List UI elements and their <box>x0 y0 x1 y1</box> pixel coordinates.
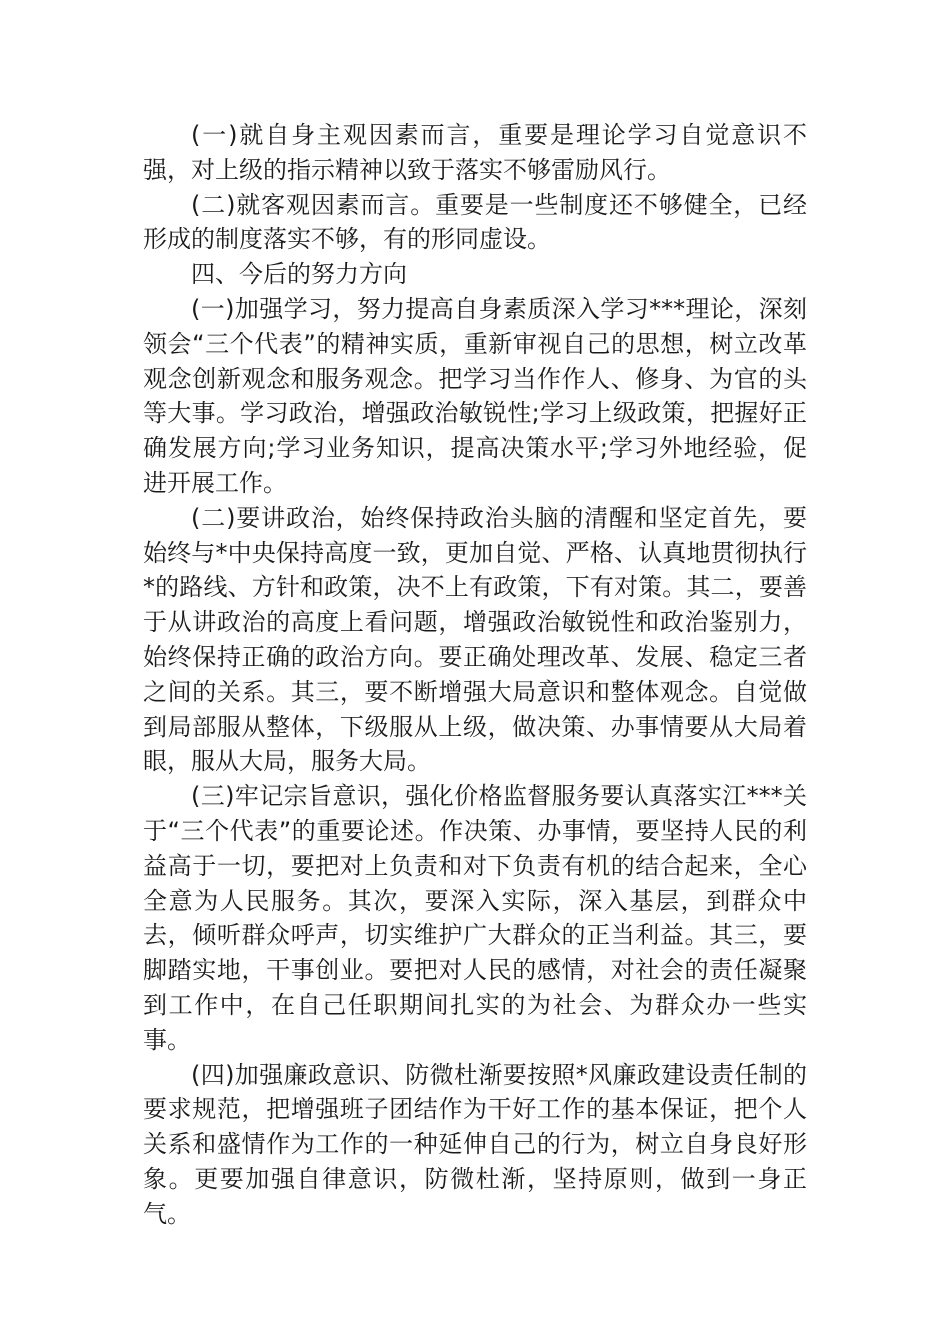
paragraph-stress-politics: (二)要讲政治，始终保持政治头脑的清醒和坚定首先，要始终与*中央保持高度一致，更加自觉、严格、认真地贯彻执行*的路线、方针和政策，决不上有政策，下有对策。其二，要善于从讲政治的高度上看问题，增强政治敏锐性和政治鉴别力，始终保持正确的政治方向。要正确处理改革、发展、稳定三者之间的关系。其三，要不断增强大局意识和整体观念。自觉做到局部服从整体，下级服从上级，做决策、办事情要从大局着眼，服从大局，服务大局。 <box>143 503 807 776</box>
paragraph-strengthen-learning: (一)加强学习，努力提高自身素质深入学习***理论，深刻领会“三个代表”的精神实质，重新审视自己的思想，树立改革观念创新观念和服务观念。把学习当作作人、修身、为官的头等大事。学习政治，增强政治敏锐性;学习上级政策，把握好正确发展方向;学习业务知识，提高决策水平;学习外地经验，促进开展工作。 <box>143 294 807 497</box>
paragraph-objective-factors: (二)就客观因素而言。重要是一些制度还不够健全，已经形成的制度落实不够，有的形同虚设。 <box>143 190 807 254</box>
paragraph-purpose-awareness: (三)牢记宗旨意识，强化价格监督服务要认真落实江***关于“三个代表”的重要论述。作决策、办事情，要坚持人民的利益高于一切，要把对上负责和对下负责有机的结合起来，全心全意为人民服务。其次，要深入实际，深入基层，到群众中去，倾听群众呼声，切实维护广大群众的正当利益。其三，要脚踏实地，干事创业。要把对人民的感情，对社会的责任凝聚到工作中，在自己任职期间扎实的为社会、为群众办一些实事。 <box>143 782 807 1054</box>
paragraph-integrity-awareness: (四)加强廉政意识、防微杜渐要按照*风廉政建设责任制的要求规范，把增强班子团结作为干好工作的基本保证，把个人关系和盛情作为工作的一种延伸自己的行为，树立自身良好形象。更要加强自律意识，防微杜渐，坚持原则，做到一身正气。 <box>143 1060 807 1228</box>
document-body <box>143 118 807 1232</box>
section-heading-future-direction: 四、今后的努力方向 <box>191 260 407 289</box>
paragraph-subjective-factors: (一)就自身主观因素而言，重要是理论学习自觉意识不强，对上级的指示精神以致于落实不够雷励风行。 <box>143 121 807 184</box>
